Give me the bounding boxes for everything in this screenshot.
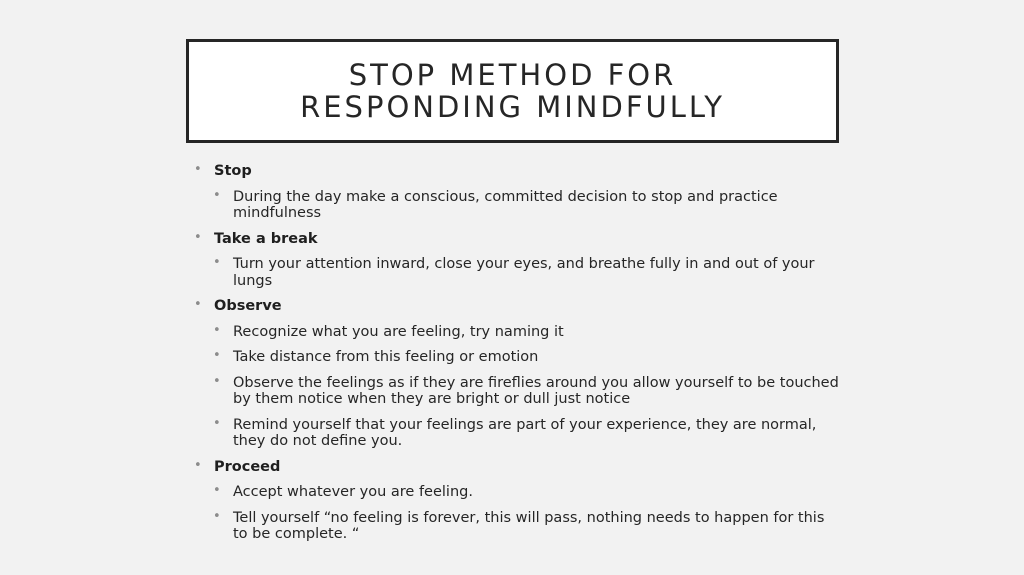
list-item-text: Stop <box>214 163 252 179</box>
slide-content <box>190 163 840 552</box>
list-item-text: Accept whatever you are feeling. <box>233 484 473 500</box>
list-item-proceed <box>190 459 840 476</box>
list-item-take-a-break <box>190 231 840 248</box>
sub-list-item <box>190 256 840 289</box>
sub-list-item <box>190 375 840 408</box>
list-item-text: Observe <box>214 298 282 314</box>
bullet-icon: • <box>213 187 221 203</box>
bullet-icon: • <box>213 348 221 363</box>
list-item-text: Tell yourself “no feeling is forever, this will pass, nothing needs to happen for this to be complete. “ <box>233 509 825 542</box>
sub-list-item <box>190 484 840 501</box>
bullet-icon: • <box>213 322 221 338</box>
list-item-text: Recognize what you are feeling, try naming it <box>233 323 564 340</box>
bullet-icon: • <box>213 255 221 270</box>
bullet-icon: • <box>213 508 221 524</box>
slide-title: STOP METHOD FOR RESPONDING MINDFULLY <box>300 58 725 124</box>
list-item-text: Remind yourself that your feelings are part of your experience, they are normal, they do not define you. <box>233 416 817 449</box>
bullet-icon: • <box>194 457 202 473</box>
sub-list-item <box>190 510 840 543</box>
bullet-icon: • <box>194 297 202 312</box>
list-item-text: Observe the feelings as if they are fireflies around you allow yourself to be touched by them notice when they are bright or dull just notice <box>233 374 839 407</box>
bullet-icon: • <box>213 483 221 498</box>
sub-list-item <box>190 324 840 341</box>
list-item-stop <box>190 163 840 180</box>
title-box <box>186 39 839 143</box>
sub-list-item <box>190 417 840 450</box>
list-item-text: Take a break <box>214 230 318 247</box>
sub-list-item <box>190 189 840 222</box>
bullet-icon: • <box>213 415 221 431</box>
list-item-text: During the day make a conscious, committed decision to stop and practice mindfulness <box>233 188 778 221</box>
list-item-text: Proceed <box>214 458 281 475</box>
bullet-list <box>190 163 840 543</box>
list-item-text: Turn your attention inward, close your eyes, and breathe fully in and out of your lungs <box>233 256 815 289</box>
bullet-icon: • <box>213 373 221 389</box>
list-item-observe <box>190 298 840 315</box>
bullet-icon: • <box>194 229 202 245</box>
sub-list-item <box>190 349 840 366</box>
list-item-text: Take distance from this feeling or emotion <box>233 349 539 365</box>
bullet-icon: • <box>194 162 202 177</box>
